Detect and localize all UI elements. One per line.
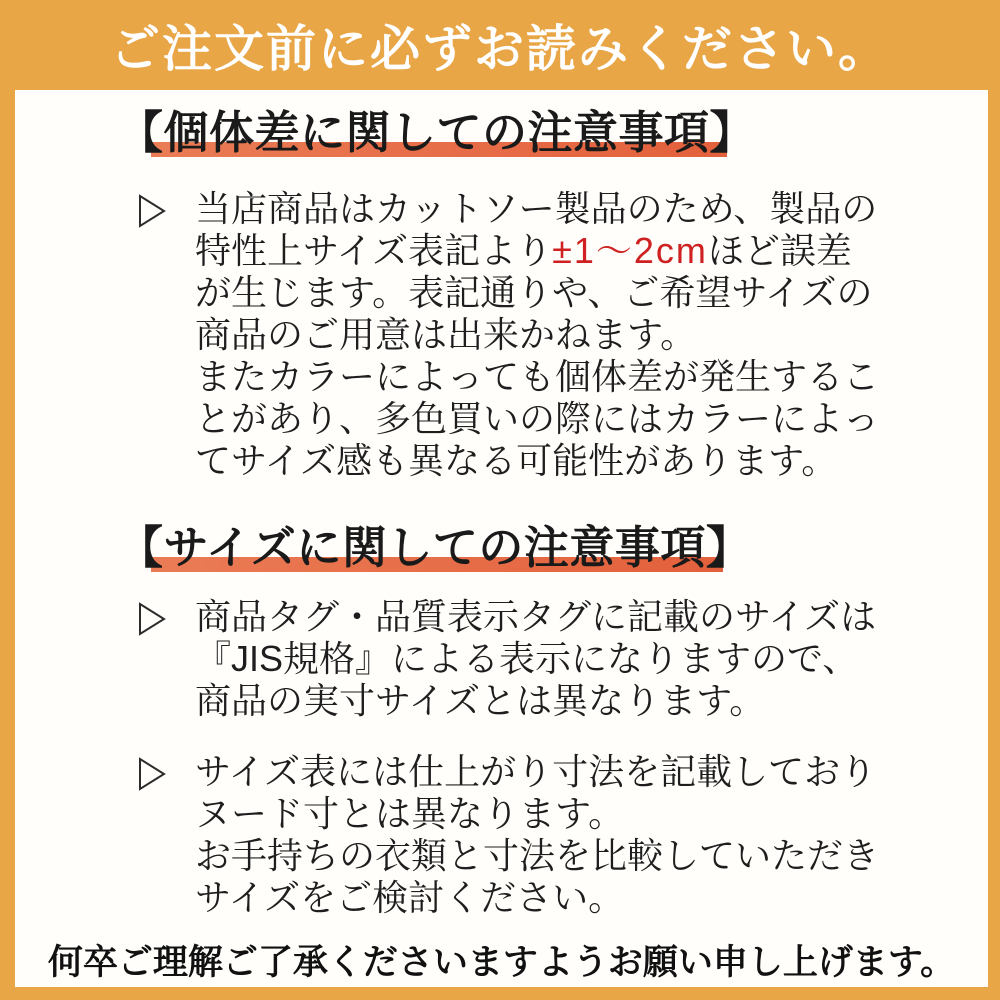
text-line: 当店商品はカットソー製品のため、製品の	[195, 188, 878, 229]
right-triangle-bullet-icon	[137, 601, 167, 637]
text-line: てサイズ感も異なる可能性があります。	[195, 440, 838, 481]
notice-item-finished-measurements	[137, 751, 968, 919]
notice-item-text	[195, 751, 879, 919]
text-line: またカラーによっても個体差が発生するこ	[195, 356, 880, 397]
top-banner	[0, 0, 1000, 90]
closing-message: 何卒ご理解ご了承くださいますようお願い申し上げます。	[47, 943, 956, 982]
notice-body	[15, 90, 988, 987]
notice-item-individual-difference	[137, 188, 968, 482]
section-heading-size: 【サイズに関しての注意事項】	[118, 522, 752, 573]
page-title: ご注文前に必ずお読みください。	[110, 21, 890, 77]
text-line: お手持ちの衣類と寸法を比較していただき	[195, 835, 880, 876]
text-line: ヌード寸とは異なります。	[195, 793, 625, 834]
tolerance-highlight: ±1〜2cm	[552, 230, 708, 271]
text-line: とがあり、多色買いの際にはカラーによっ	[195, 398, 880, 439]
text-line: が生じます。表記通りや、ご希望サイズの	[195, 272, 873, 313]
text-line: 『JIS規格』による表示になりますので、	[195, 638, 859, 679]
text-line: サイズをご検討ください。	[195, 877, 625, 918]
right-triangle-bullet-icon	[137, 193, 167, 229]
text-line: 商品のご用意は出来かねます。	[195, 314, 697, 355]
text-line: サイズ表には仕上がり寸法を記載しており	[195, 751, 877, 792]
right-triangle-bullet-icon	[137, 756, 167, 792]
text-line: 商品タグ・品質表示タグに記載のサイズは	[195, 596, 877, 637]
text-line: 特性上サイズ表記より±1〜2cmほど誤差	[195, 230, 852, 271]
text-line: 商品の実寸サイズとは異なります。	[195, 680, 766, 721]
notice-item-jis-standard	[137, 596, 968, 722]
notice-item-text	[195, 596, 876, 722]
section-heading-individual-difference: 【個体差に関しての注意事項】	[118, 107, 756, 158]
notice-item-text	[195, 188, 879, 482]
